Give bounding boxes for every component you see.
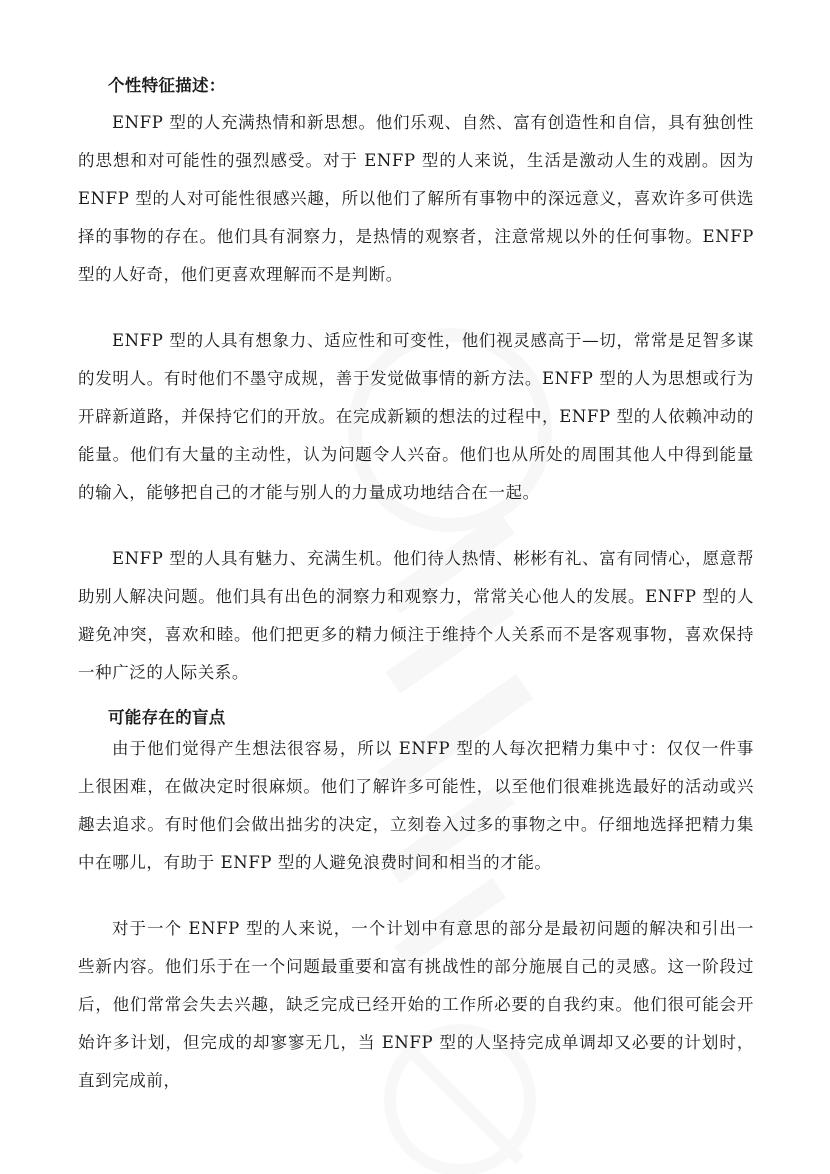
paragraph-personality-1: ENFP 型的人充满热情和新思想。他们乐观、自然、富有创造性和自信，具有独创性的思想和对可能性的强烈感受。对于 ENFP 型的人来说，生活是激动人生的戏剧。因为 ENFP 型的人对可能性很感兴趣，所以他们了解所有事物中的深远意义，喜欢许多可供选择的事物的存在。他们具有洞察力，是热情的观察者，注意常规以外的任何事物。ENFP 型的人好奇，他们更喜欢理解而不是判断。: [78, 113, 754, 284]
section-heading-personality: 个性特征描述：: [108, 76, 226, 95]
paragraph-blind-spots-1: 由于他们觉得产生想法很容易，所以 ENFP 型的人每次把精力集中寸：仅仅一件事上很困难，在做决定时很麻烦。他们了解许多可能性，以至他们很难挑选最好的活动或兴趣去追求。有时他们会做出拙劣的决定，立刻卷入过多的事物之中。仔细地选择把精力集中在哪儿，有助于 ENFP 型的人避免浪费时间和相当的才能。: [78, 739, 754, 872]
paragraph-personality-2: ENFP 型的人具有想象力、适应性和可变性，他们视灵感高于—切，常常是足智多谋的发明人。有时他们不墨守成规，善于发觉做事情的新方法。ENFP 型的人为思想或行为开辟新道路，并保持它们的开放。在完成新颖的想法的过程中，ENFP 型的人依赖冲动的能量。他们有大量的主动性，认为问题令人兴奋。他们也从所处的周围其他人中得到能量的输入，能够把自己的才能与别人的力量成功地结合在一起。: [78, 331, 754, 502]
paragraph-blind-spots-2: 对于一个 ENFP 型的人来说，一个计划中有意思的部分是最初问题的解决和引出一些新内容。他们乐于在一个问题最重要和富有挑战性的部分施展自己的灵感。这一阶段过后，他们常常会失去兴趣，缺乏完成已经开始的工作所必要的自我约束。他们很可能会开始许多计划，但完成的却寥寥无几，当 ENFP 型的人坚持完成单调却又必要的计划时，直到完成前，: [78, 919, 754, 1090]
paragraph-personality-3: ENFP 型的人具有魅力、充满生机。他们待人热情、彬彬有礼、富有同情心，愿意帮助别人解决问题。他们具有出色的洞察力和观察力，常常关心他人的发展。ENFP 型的人避免冲突，喜欢和睦。他们把更多的精力倾注于维持个人关系而不是客观事物，喜欢保持一种广泛的人际关系。: [78, 549, 754, 682]
section-heading-blind-spots: 可能存在的盲点: [108, 708, 226, 727]
